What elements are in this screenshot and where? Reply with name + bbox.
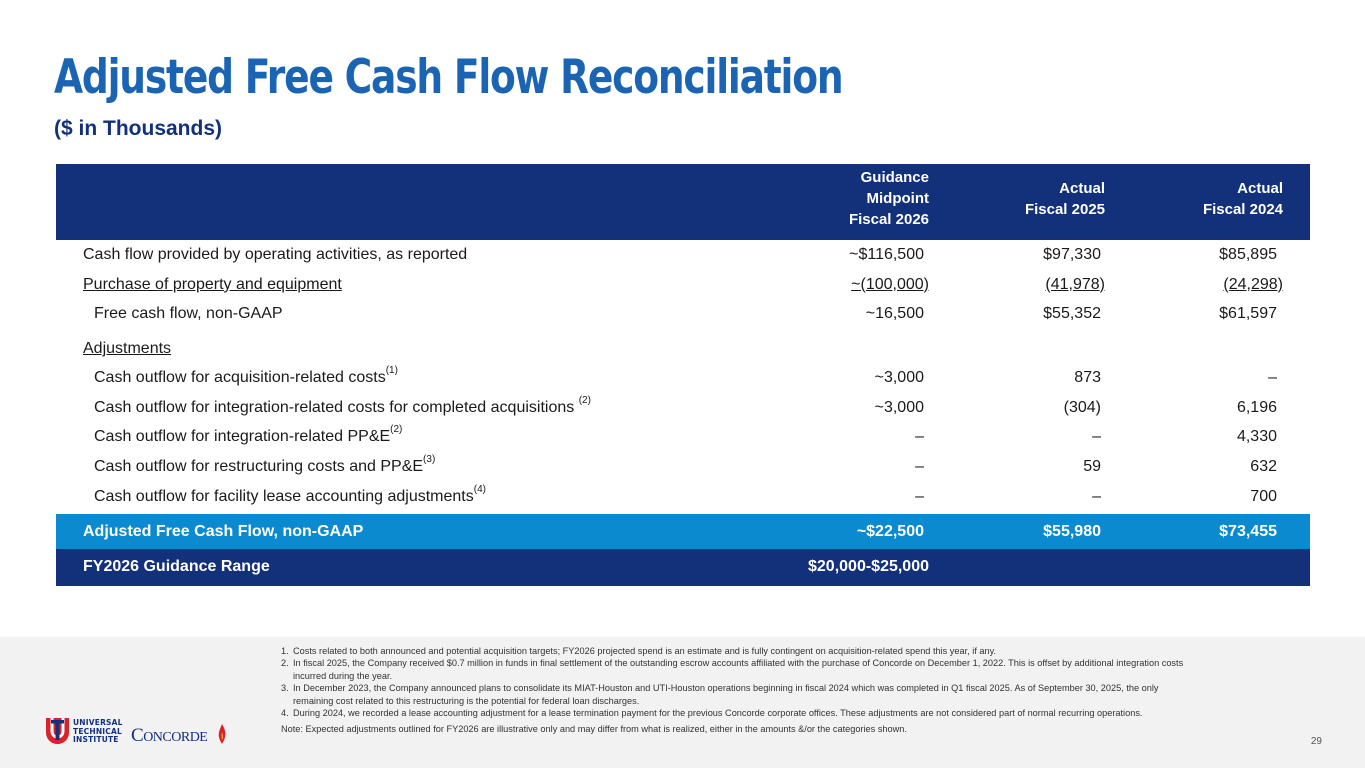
page-subtitle: ($ in Thousands) [54, 117, 222, 140]
uti-logo-icon [44, 716, 71, 746]
footnote-2: 2. In fiscal 2025, the Company received $0.7 million in funds in final settlement of the outstanding escrow accounts affiliated with the purchase of Concorde on December 1, 2022. This is offset by additional integration costs incurred during the year. [281, 658, 1184, 681]
row-label: Cash outflow for restructuring costs and $PP\&E^{(3)}$ [94, 454, 436, 476]
header-actual-fy2025: Actual Fiscal 2025 [1024, 180, 1105, 218]
page-title: Adjusted Free Cash Flow Reconciliation [54, 50, 843, 105]
header-guidance-midpoint: Guidance Midpoint Fiscal 2026 [848, 169, 929, 228]
value-fy2025: – [1092, 428, 1101, 446]
row-lease-adjustments [56, 482, 1310, 514]
page-number: 29 [1310, 736, 1322, 747]
row-restructuring [56, 452, 1310, 482]
footnote-ref: (1) [385, 365, 398, 377]
row-label: Free cash flow, non-GAAP [94, 305, 283, 323]
value-fy2026: ~16,500 [865, 305, 924, 323]
row-label: Adjustments [83, 340, 172, 358]
value-fy2026: – [915, 428, 924, 446]
row-label: FY2026 Guidance Range [83, 557, 270, 575]
value-fy2024: 4,330 [1236, 428, 1277, 446]
value-fy2024: 632 [1250, 458, 1277, 476]
uti-logo-text: UNIVERSAL TECHNICAL INSTITUTE [73, 718, 123, 744]
value-fy2025: 59 [1083, 458, 1101, 476]
footnote-ref: (4) [473, 483, 486, 495]
disclaimer-note: Note: Expected adjustments outlined for FY2026 are illustrative only and may differ from what is realized, either in the amounts &/or the categories shown. [281, 724, 907, 735]
header-actual-fy2024: Actual Fiscal 2024 [1202, 180, 1283, 218]
footnote-1: 1. Costs related to both announced and potential acquisition targets; FY2026 projected spend is an estimate and is fully contingent on acquisition-related spend this year, if any. [281, 646, 997, 656]
value-fy2025: – [1092, 487, 1101, 505]
value-fy2025: (41,978) [1045, 275, 1105, 293]
value-fy2026: ~$22,500 [856, 522, 924, 540]
value-fy2025: $55,980 [1043, 522, 1101, 540]
row-integration-costs [56, 393, 1310, 423]
row-label: Adjusted Free Cash Flow, non-GAAP [83, 522, 364, 540]
value-fy2026: ~(100,000) [851, 275, 929, 293]
value-fy2025: $97,330 [1043, 246, 1101, 263]
value-fy2026: ~3,000 [874, 398, 924, 416]
row-label: Cash outflow for acquisition-related costs$^{(1)}$ [94, 365, 398, 387]
row-free-cash-flow [56, 299, 1310, 329]
value-fy2026: – [915, 487, 924, 505]
row-label: Cash outflow for integration-related $PP\&E^{(2)}$ [94, 424, 403, 446]
row-label: Cash outflow for integration-related costs for completed acquisitions $^{(2)}$ [94, 394, 591, 416]
value-fy2025: 873 [1074, 369, 1101, 387]
value-fy2024: $85,895 [1219, 246, 1277, 263]
value-fy2026: – [915, 458, 924, 476]
row-acquisition-costs [56, 363, 1310, 393]
value-fy2025: (304) [1063, 398, 1101, 416]
value-fy2024: $61,597 [1219, 305, 1277, 323]
row-adjustments-heading [56, 329, 1310, 363]
footnote-4: 4. During 2024, we recorded a lease accounting adjustment for a lease termination payment for the previous Concorde corporate offices. These adjustments are not considered part of normal recurring operations. [281, 708, 1143, 719]
footnotes [281, 645, 1201, 736]
footnote-ref: (3) [423, 454, 436, 466]
value-fy2026: $20,000-$25,000 [808, 557, 929, 575]
row-adjusted-free-cash-flow [56, 514, 1310, 549]
row-label: Cash outflow for facility lease accounting adjustments$^{(4)}$ [94, 483, 486, 505]
flame-icon [217, 723, 227, 745]
value-fy2026: ~3,000 [874, 369, 924, 387]
row-operating-cash-flow [56, 240, 1310, 270]
footnote-ref: (2) [578, 394, 591, 406]
row-integration-ppe [56, 422, 1310, 452]
value-fy2025: $55,352 [1043, 305, 1101, 323]
reconciliation-table [56, 164, 1310, 586]
footnote-3: 3. In December 2023, the Company announced plans to consolidate its MIAT-Houston and UTI-Houston operations beginning in fiscal 2024 which was completed in Q1 fiscal 2025. As of September 30, 2025, the only remaining cost related to this restructuring is the potential for federal loan discharges. [281, 683, 1159, 706]
row-purchase-ppe [56, 270, 1310, 300]
row-guidance-range [56, 549, 1310, 586]
value-fy2024: $73,455 [1219, 522, 1277, 540]
value-fy2024: 6,196 [1236, 398, 1277, 416]
value-fy2024: (24,298) [1223, 275, 1283, 293]
value-fy2024: 700 [1250, 487, 1277, 505]
value-fy2026: ~$116,500 [849, 246, 924, 263]
footnote-ref: (2) [390, 424, 403, 436]
footer [0, 637, 1365, 768]
value-fy2024: – [1268, 369, 1277, 387]
concorde-logo: CONCORDE [131, 725, 208, 746]
row-label: Cash flow provided by operating activities, as reported [83, 246, 468, 263]
table-header [56, 164, 1310, 240]
row-label: Purchase of property and equipment [83, 275, 342, 293]
